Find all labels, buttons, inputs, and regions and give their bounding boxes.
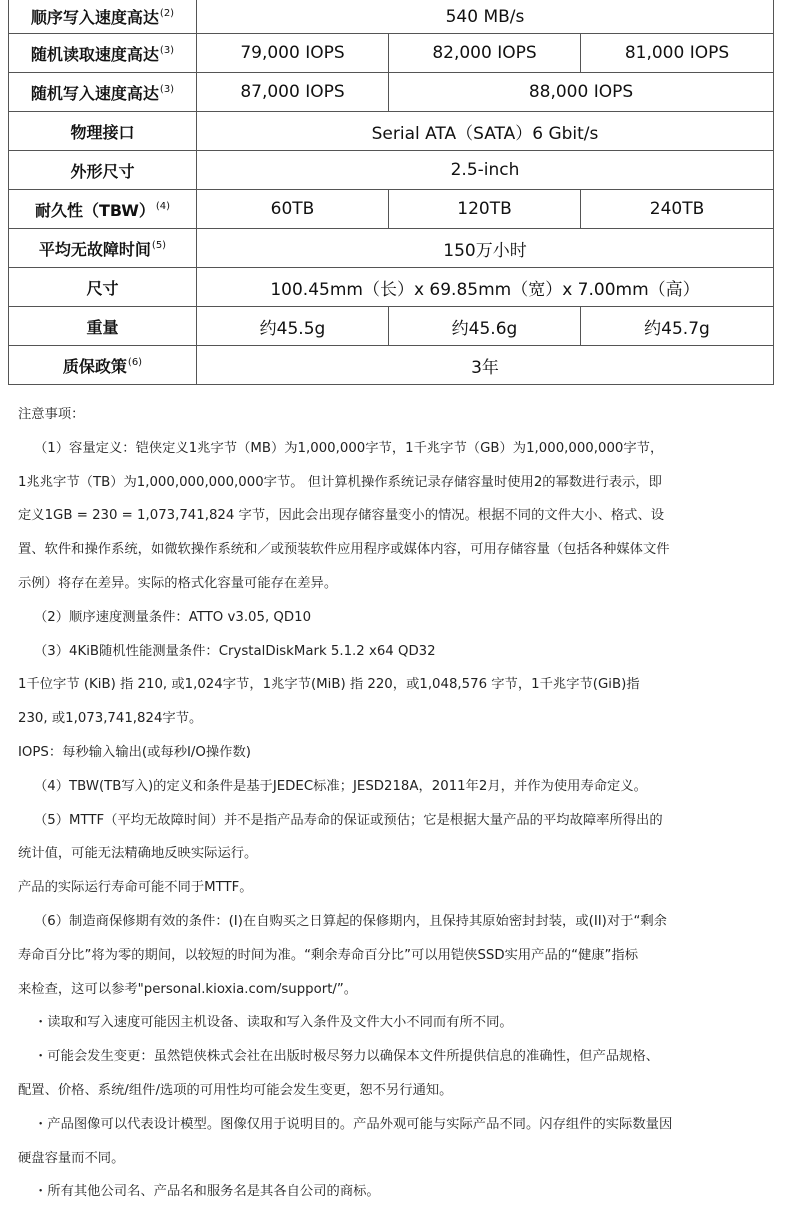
spec-label: 重量	[9, 307, 197, 346]
spec-value: 79,000 IOPS	[197, 34, 389, 73]
spec-value: 100.45mm（长）x 69.85mm（宽）x 7.00mm（高）	[197, 268, 774, 307]
spec-row-dimensions	[9, 268, 774, 307]
spec-label: 尺寸	[9, 268, 197, 307]
footnote-marker: (3)	[159, 44, 175, 56]
note-line: 来检查，这可以参考"personal.kioxia.com/support/”。	[18, 981, 358, 997]
spec-value: 3年	[197, 346, 774, 385]
notes-section	[18, 398, 778, 1209]
spec-value: 150万小时	[197, 229, 774, 268]
spec-row-form-factor	[9, 151, 774, 190]
spec-row-weight	[9, 307, 774, 346]
notes-heading: 注意事项：	[18, 407, 85, 422]
spec-row-warranty	[9, 346, 774, 385]
spec-value: 88,000 IOPS	[389, 73, 774, 112]
spec-label: 平均无故障时间$^{(5)}$	[9, 229, 197, 268]
note-line: （3）4KiB随机性能测量条件：CrystalDiskMark 5.1.2 x64 QD32	[34, 643, 436, 659]
note-line: （5）MTTF（平均无故障时间）并不是指产品寿命的保证或预估；它是根据大量产品的平均故障率所得出的	[34, 812, 663, 828]
spec-value: 540 MB/s	[197, 0, 774, 34]
note-line: IOPS：每秒输入输出(或每秒I/O操作数)	[18, 744, 251, 760]
footnote-marker: (4)	[155, 200, 171, 212]
spec-value: 82,000 IOPS	[389, 34, 581, 73]
note-line: 示例）将存在差异。实际的格式化容量可能存在差异。	[18, 575, 338, 591]
spec-value: 60TB	[197, 190, 389, 229]
spec-row-seq-write	[9, 0, 774, 34]
footnote-marker: (3)	[159, 83, 175, 95]
spec-table	[8, 0, 774, 385]
spec-value: 81,000 IOPS	[581, 34, 774, 73]
spec-value: 240TB	[581, 190, 774, 229]
spec-label: 耐久性（TBW）$^{(4)}$	[9, 190, 197, 229]
footnote-marker: (5)	[151, 239, 167, 251]
note-line: （4）TBW(TB写入)的定义和条件是基于JEDEC标准；JESD218A，2011年2月，并作为使用寿命定义。	[34, 778, 647, 794]
spec-label: 物理接口	[9, 112, 197, 151]
spec-value: 2.5-inch	[197, 151, 774, 190]
note-line: 硬盘容量而不同。	[18, 1150, 125, 1166]
note-line: （2）顺序速度测量条件：ATTO v3.05, QD10	[34, 609, 312, 625]
spec-row-rand-write	[9, 73, 774, 112]
note-line: 1千位字节 (KiB) 指 210, 或1,024字节，1兆字节(MiB) 指 220，或1,048,576 字节，1千兆字节(GiB)指	[18, 677, 640, 693]
spec-value: 约45.6g	[389, 307, 581, 346]
bullet-line: ・所有其他公司名、产品名和服务名是其各自公司的商标。	[34, 1184, 380, 1200]
note-line: 置、软件和操作系统，如微软操作系统和／或预装软件应用程序或媒体内容，可用存储容量（包括各种媒体文件	[18, 542, 670, 558]
note-line: 统计值，可能无法精确地反映实际运行。	[18, 846, 258, 862]
spec-row-mttf	[9, 229, 774, 268]
note-line: 产品的实际运行寿命可能不同于MTTF。	[18, 880, 253, 896]
spec-value: 约45.5g	[197, 307, 389, 346]
footnote-marker: (2)	[159, 8, 175, 19]
spec-label: 顺序写入速度高达$^{(2)}$	[9, 0, 197, 34]
spec-value: Serial ATA（SATA）6 Gbit/s	[197, 112, 774, 151]
note-line: 寿命百分比”将为零的期间，以较短的时间为准。“剩余寿命百分比”可以用铠侠SSD实用产品的“健康”指标	[18, 947, 639, 963]
spec-value: 87,000 IOPS	[197, 73, 389, 112]
spec-label: 随机读取速度高达$^{(3)}$	[9, 34, 197, 73]
bullet-line: ・产品图像可以代表设计模型。图像仅用于说明目的。产品外观可能与实际产品不同。闪存组件的实际数量因	[34, 1116, 673, 1132]
spec-label: 质保政策$^{(6)}$	[9, 346, 197, 385]
spec-row-rand-read	[9, 34, 774, 73]
spec-row-interface	[9, 112, 774, 151]
bullet-line: ・可能会发生变更：虽然铠侠株式会社在出版时极尽努力以确保本文件所提供信息的准确性，但产品规格、	[34, 1049, 659, 1065]
note-line: （1）容量定义：铠侠定义1兆字节（MB）为1,000,000字节，1千兆字节（GB）为1,000,000,000字节，	[34, 440, 664, 456]
note-line: 230, 或1,073,741,824字节。	[18, 711, 203, 727]
spec-label: 外形尺寸	[9, 151, 197, 190]
note-line: 1兆兆字节（TB）为1,000,000,000,000字节。 但计算机操作系统记录存储容量时使用2的幂数进行表示，即	[18, 474, 662, 490]
note-line: 定义1GB = 230 = 1,073,741,824 字节，因此会出现存储容量变小的情况。根据不同的文件大小、格式、设	[18, 508, 665, 524]
note-line: 配置、价格、系统/组件/选项的可用性均可能会发生变更，恕不另行通知。	[18, 1082, 453, 1098]
bullet-line: ・读取和写入速度可能因主机设备、读取和写入条件及文件大小不同而有所不同。	[34, 1015, 513, 1031]
spec-value: 约45.7g	[581, 307, 774, 346]
note-line: （6）制造商保修期有效的条件：(I)在自购买之日算起的保修期内，且保持其原始密封封装，或(II)对于“剩余	[34, 913, 667, 929]
footnote-marker: (6)	[127, 356, 143, 368]
spec-label: 随机写入速度高达$^{(3)}$	[9, 73, 197, 112]
spec-value: 120TB	[389, 190, 581, 229]
spec-row-endurance	[9, 190, 774, 229]
